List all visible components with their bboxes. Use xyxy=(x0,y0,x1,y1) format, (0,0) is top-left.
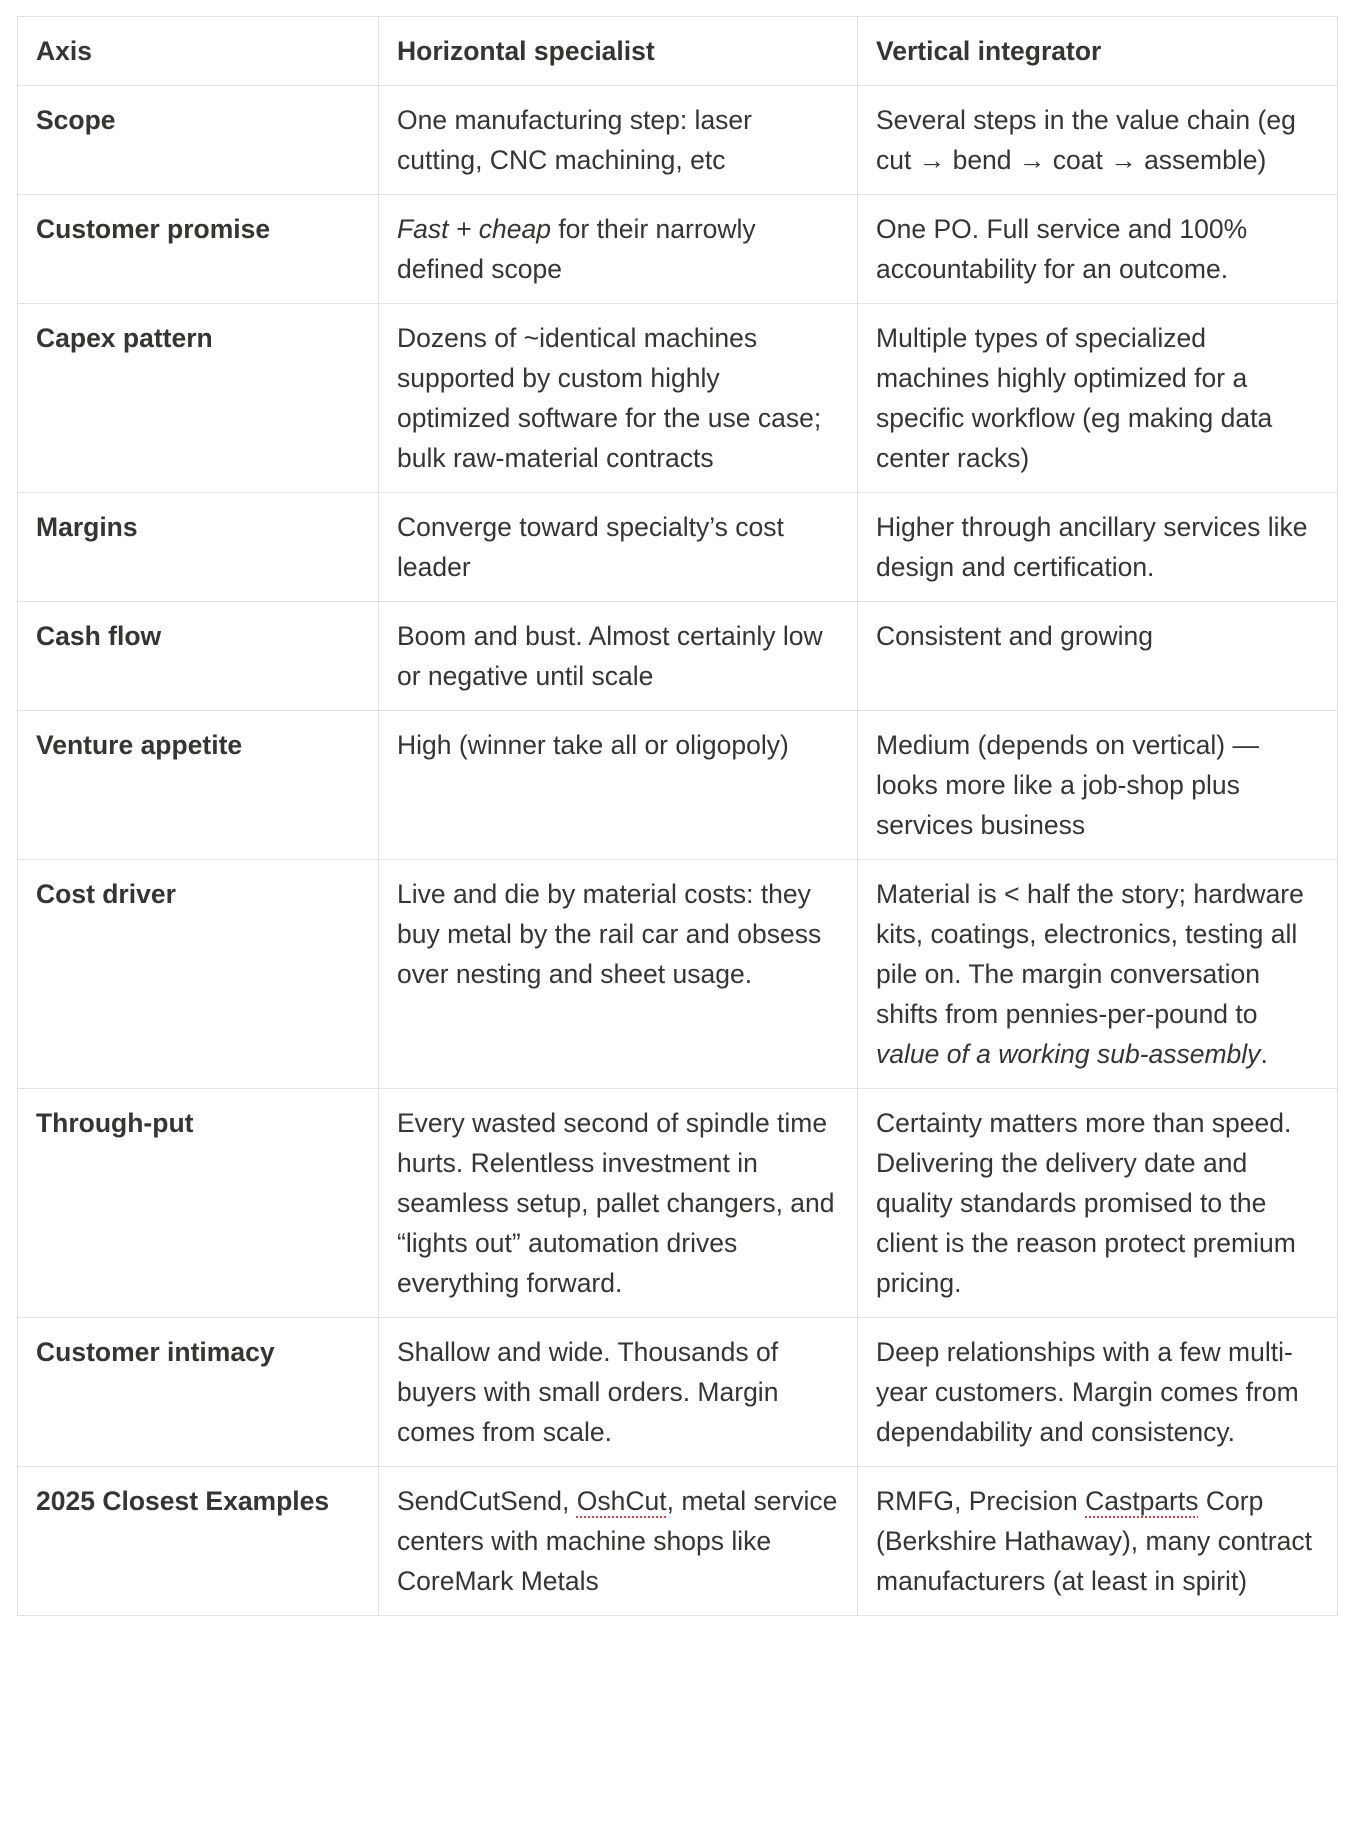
axis-cell: Customer intimacy xyxy=(18,1318,379,1467)
horizontal-specialist-cell xyxy=(379,86,858,195)
table-row xyxy=(18,195,1338,304)
cell-text: Converge toward specialty’s cost leader xyxy=(397,512,784,582)
vertical-integrator-cell xyxy=(858,1318,1338,1467)
spellcheck-flagged-text: OshCut xyxy=(576,1486,667,1516)
horizontal-specialist-cell xyxy=(379,1467,858,1616)
header-axis: Axis xyxy=(18,17,379,86)
cell-text: One PO. Full service and 100% accountability for an outcome. xyxy=(876,214,1248,284)
spellcheck-flagged-text: Castparts xyxy=(1085,1486,1199,1516)
cell-text: Higher through ancillary services like design and certification. xyxy=(876,512,1308,582)
table-row xyxy=(18,1318,1338,1467)
cell-text: Material is < half the story; hardware kits, coatings, electronics, testing all pile on. The margin conversation shifts from pennies-per-pound to xyxy=(876,879,1304,1029)
axis-cell: Customer promise xyxy=(18,195,379,304)
cell-text: One manufacturing step: laser cutting, CNC machining, etc xyxy=(397,105,752,175)
axis-cell: Cost driver xyxy=(18,860,379,1089)
vertical-integrator-cell xyxy=(858,195,1338,304)
cell-text: Shallow and wide. Thousands of buyers with small orders. Margin comes from scale. xyxy=(397,1337,779,1447)
cell-text: Deep relationships with a few multi-year customers. Margin comes from dependability and consistency. xyxy=(876,1337,1299,1447)
vertical-integrator-cell xyxy=(858,860,1338,1089)
cell-text: Certainty matters more than speed. Delivering the delivery date and quality standards promised to the client is the reason protect premium pricing. xyxy=(876,1108,1296,1298)
header-horizontal-specialist: Horizontal specialist xyxy=(379,17,858,86)
cell-text: Corp (Berkshire Hathaway), many contract manufacturers (at least in spirit) xyxy=(876,1486,1312,1596)
cell-text: Every wasted second of spindle time hurts. Relentless investment in seamless setup, pallet changers, and “lights out” automation drives everything forward. xyxy=(397,1108,835,1298)
cell-text: Medium (depends on vertical) — looks more like a job-shop plus services business xyxy=(876,730,1259,840)
cell-text: , metal service centers with machine shops like CoreMark Metals xyxy=(397,1486,838,1596)
cell-text: SendCutSend, xyxy=(397,1486,577,1516)
axis-cell: Through-put xyxy=(18,1089,379,1318)
cell-text: Several steps in the value chain (eg cut → bend → coat → assemble) xyxy=(876,105,1296,175)
table-row xyxy=(18,1089,1338,1318)
table-row xyxy=(18,860,1338,1089)
axis-cell: Venture appetite xyxy=(18,711,379,860)
cell-text: . xyxy=(1260,1039,1268,1069)
comparison-table xyxy=(17,16,1338,1616)
vertical-integrator-cell xyxy=(858,1089,1338,1318)
table-row xyxy=(18,493,1338,602)
horizontal-specialist-cell xyxy=(379,195,858,304)
vertical-integrator-cell xyxy=(858,602,1338,711)
cell-text: for their narrowly defined scope xyxy=(397,214,756,284)
cell-text: Dozens of ~identical machines supported by custom highly optimized software for the use case; bulk raw-material contracts xyxy=(397,323,822,473)
cell-text: Consistent and growing xyxy=(876,621,1153,651)
table-row xyxy=(18,1467,1338,1616)
horizontal-specialist-cell xyxy=(379,1089,858,1318)
table-row xyxy=(18,86,1338,195)
vertical-integrator-cell xyxy=(858,304,1338,493)
cell-text: High (winner take all or oligopoly) xyxy=(397,730,789,760)
vertical-integrator-cell xyxy=(858,1467,1338,1616)
vertical-integrator-cell xyxy=(858,493,1338,602)
cell-text: RMFG, Precision xyxy=(876,1486,1086,1516)
axis-cell: Scope xyxy=(18,86,379,195)
emphasized-text: Fast + cheap xyxy=(397,214,551,244)
cell-text: Live and die by material costs: they buy metal by the rail car and obsess over nesting and sheet usage. xyxy=(397,879,822,989)
axis-cell: Margins xyxy=(18,493,379,602)
table-row xyxy=(18,602,1338,711)
cell-text: Multiple types of specialized machines highly optimized for a specific workflow (eg making data center racks) xyxy=(876,323,1273,473)
vertical-integrator-cell xyxy=(858,86,1338,195)
axis-cell: 2025 Closest Examples xyxy=(18,1467,379,1616)
horizontal-specialist-cell xyxy=(379,860,858,1089)
comparison-table-container xyxy=(17,16,1337,1616)
horizontal-specialist-cell xyxy=(379,1318,858,1467)
header-vertical-integrator: Vertical integrator xyxy=(858,17,1338,86)
vertical-integrator-cell xyxy=(858,711,1338,860)
table-body xyxy=(18,86,1338,1616)
header-row xyxy=(18,17,1338,86)
horizontal-specialist-cell xyxy=(379,493,858,602)
horizontal-specialist-cell xyxy=(379,602,858,711)
axis-cell: Capex pattern xyxy=(18,304,379,493)
emphasized-text: value of a working sub-assembly xyxy=(876,1039,1261,1069)
table-row xyxy=(18,711,1338,860)
horizontal-specialist-cell xyxy=(379,304,858,493)
axis-cell: Cash flow xyxy=(18,602,379,711)
cell-text: Boom and bust. Almost certainly low or negative until scale xyxy=(397,621,823,691)
horizontal-specialist-cell xyxy=(379,711,858,860)
table-row xyxy=(18,304,1338,493)
